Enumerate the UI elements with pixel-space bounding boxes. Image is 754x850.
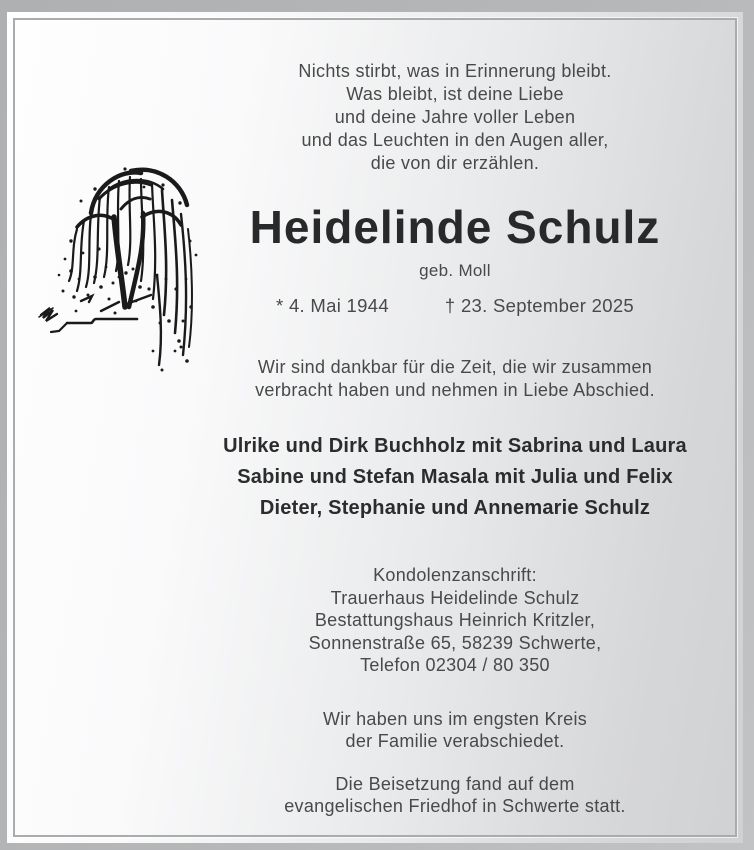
mourner-line: Dieter, Stephanie und Annemarie Schulz	[259, 497, 651, 519]
poem-line: Nichts stirbt, was in Erinnerung bleibt.	[298, 61, 612, 81]
poem-line: die von dir erzählen.	[370, 153, 540, 173]
mourner-line: Sabine und Stefan Masala mit Julia und Felix	[237, 466, 673, 488]
condolence-line: Sonnenstraße 65, 58239 Schwerte,	[308, 632, 602, 653]
burial-line: Die Beisetzung fand auf dem	[335, 773, 575, 794]
farewell-line: der Familie verabschiedet.	[345, 731, 565, 751]
farewell-note	[165, 708, 745, 753]
gratitude-text	[165, 356, 745, 402]
maiden-name: geb. Moll	[419, 261, 491, 280]
farewell-line: Wir haben uns im engsten Kreis	[322, 708, 588, 729]
poem-line: und deine Jahre voller Leben	[334, 107, 576, 127]
epigraph-poem	[165, 60, 745, 175]
burial-note	[165, 773, 745, 818]
burial-line: evangelischen Friedhof in Schwerte statt.	[284, 796, 626, 816]
condolence-line: Kondolenzanschrift:	[373, 565, 537, 585]
condolence-line: Bestattungshaus Heinrich Kritzler,	[314, 610, 596, 630]
mourner-line: Ulrike und Dirk Buchholz mit Sabrina und Laura	[223, 435, 687, 457]
gratitude-line: verbracht haben und nehmen in Liebe Abschied.	[255, 380, 655, 400]
birth-date: * 4. Mai 1944	[276, 295, 389, 316]
life-dates	[165, 294, 745, 318]
poem-line: Was bleibt, ist deine Liebe	[346, 84, 564, 104]
poem-line: und das Leuchten in den Augen aller,	[301, 130, 609, 150]
gratitude-line: Wir sind dankbar für die Zeit, die wir zusammen	[257, 357, 653, 377]
condolence-line: Trauerhaus Heidelinde Schulz	[330, 587, 580, 608]
deceased-name: Heidelinde Schulz	[249, 201, 661, 253]
death-date: † 23. September 2025	[444, 295, 634, 316]
obituary-card	[7, 12, 743, 843]
mourners-names	[165, 431, 745, 524]
condolence-line: Telefon 02304 / 80 350	[360, 655, 550, 675]
obituary-text-column	[165, 12, 745, 818]
condolence-address	[165, 564, 745, 677]
